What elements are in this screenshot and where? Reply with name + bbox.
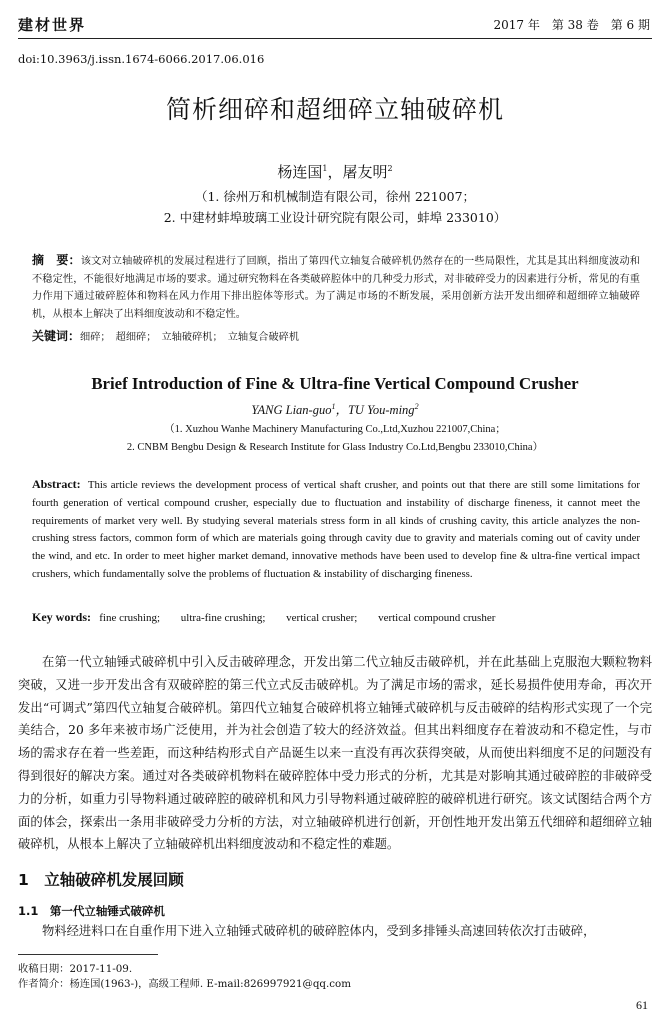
title-en: Brief Introduction of Fine & Ultra-fine Vertical Compound Crusher [91, 374, 579, 393]
keywords-en [32, 610, 513, 625]
keywords-cn-label: 关键词： [32, 329, 81, 343]
author-1-en-sup: 1 [331, 401, 336, 411]
authors-en [0, 400, 670, 418]
doi[interactable]: doi:10.3963/j.issn.1674-6066.2017.06.016 [18, 52, 265, 66]
authors-cn: 杨连国$^1$，屠友明$^2$ [277, 163, 393, 181]
header-rule [18, 38, 652, 39]
footnote-author: 作者简介：杨连国(1963-)，高级工程师. E-mail:826997921@qq.com [18, 978, 352, 990]
intro-paragraph: 在第一代立轴锤式破碎机中引入反击破碎理念，开发出第二代立轴反击破碎机，并在此基础上克服泡大颗粒物料突破，又进一步开发出含有双破碎腔的第三代立式反击破碎机。为了满足市场的需求，延长易损件使用寿命，再次开发出“可调式”第四代立轴复合破碎机。第四代立轴复合破碎机将立轴锤式破碎机与反击破碎的结构形式实现了一个完美结合，20 多年来被市场广泛使用，并为社会创造了较大的经济效益。但其出料细度存在着波动和不稳定性，与市场的需求存在着一些差距，而这种结构形式自产品诞生以来一直没有再次获得突破，从而使出料细度不足的问题没有得到很好的解决方案。通过对各类破碎机物料在破碎腔体中受力形式的分析，尤其是对影响其通过破碎腔的非破碎受力的分析，如重力引导物料通过破碎腔的破碎机和风力引导物料通过破碎腔的破碎机进行研究。该文试图结合两个方面的体会，探索出一条用非破碎受力分析的方法，对立轴破碎机进行创新，开创性地开发出第五代细碎和超细碎立轴破碎机，从根本上解决了立轴破碎机出料细度波动和不稳定性的难题。 [18, 655, 652, 852]
keywords-cn-text: 细碎； 超细碎； 立轴破碎机； 立轴复合破碎机 [80, 332, 300, 343]
author-1-sup: 1 [322, 164, 328, 173]
abstract-cn-text: 该文对立轴破碎机的发展过程进行了回顾，指出了第四代立轴复合破碎机仍然存在的一些局限性，尤其是其出料细度波动和不稳定性，不能很好地满足市场的要求。通过研究物料在各类破碎腔体中的几种受力形式，对非破碎受力的因素进行分析，常见的有重力作用下通过破碎腔体和物料在风力作用下排出腔体等形式。为了满足市场的不断发展，采用创新方法开发出细碎和超细碎立轴破碎机，从根本上解决了出料细度波动和不稳定性。 [32, 256, 640, 320]
author-1-cn: 杨连国 [277, 163, 323, 181]
body-paragraph: 物料经进料口在自重作用下进入立轴锤式破碎机的破碎腔体内，受到多排锤头高速回转依次打击破碎， [42, 924, 596, 938]
affiliation-en-2: 2. CNBM Bengbu Design & Research Institute for Glass Industry Co.Ltd,Bengbu 233010,China） [126, 442, 544, 453]
section-heading-1: 1 立轴破碎机发展回顾 [18, 871, 184, 889]
abstract-cn-label: 摘 要： [32, 253, 81, 267]
issue-info: 2017 年 第 38 卷 第 6 期 [493, 18, 650, 32]
journal-name: 建材世界 [18, 16, 87, 34]
authors-en-sep: ， [335, 403, 348, 417]
abstract-en-label: Abstract: [32, 477, 81, 491]
keywords-cn [32, 327, 299, 344]
affiliation-cn-1: （1. 徐州万和机械制造有限公司，徐州 221007； [194, 189, 476, 204]
affiliation-cn-2: 2. 中建材蚌埠玻璃工业设计研究院有限公司，蚌埠 233010） [163, 210, 507, 225]
footnote-rule [18, 954, 158, 955]
author-2-en: TU You-ming [347, 403, 415, 417]
keyword-en: ultra-fine crushing; [180, 612, 266, 624]
affiliation-en-1: （1. Xuzhou Wanhe Machinery Manufacturing Co.,Ltd,Xuzhou 221007,China； [164, 424, 506, 435]
keyword-en: vertical compound crusher [378, 612, 496, 624]
author-1-en: YANG Lian-guo [251, 403, 332, 417]
abstract-en-text: This article reviews the development process of vertical shaft crusher, and points out that there are still some limitations for fourth generation of vertical compound crusher, especially due to fluctuation and instability of discharge fineness, it cannot meet the requirements of market very well. By studying several materials stress form in all kinds of crushing cavity, this article analyzes the non-crushing stress factors, common form of which are materials going through cavity due to gravity and materials coming out of cavity under the wind, and etc. In order to meet higher market demand, innovative methods have been used to develop fine & ultra-fine vertical impact crushers, which fundamentally solve the problems of fluctuation & instability of discharging fineness. [32, 479, 640, 580]
author-2-sup: 2 [387, 164, 393, 173]
title-cn: 简析细碎和超细碎立轴破碎机 [165, 95, 504, 124]
abstract-en [32, 476, 640, 584]
abstract-cn [32, 252, 640, 323]
keywords-en-label: Key words: [32, 610, 91, 624]
author-2-en-sup: 2 [414, 401, 419, 411]
footnote-received: 收稿日期：2017-11-09. [18, 963, 133, 975]
keyword-en: fine crushing; [99, 612, 161, 624]
subsection-heading-1-1: 1.1 第一代立轴锤式破碎机 [18, 904, 165, 918]
page-number: 61 [636, 998, 648, 1012]
author-2-cn: 屠友明 [342, 163, 388, 181]
keyword-en: vertical crusher; [286, 612, 358, 624]
